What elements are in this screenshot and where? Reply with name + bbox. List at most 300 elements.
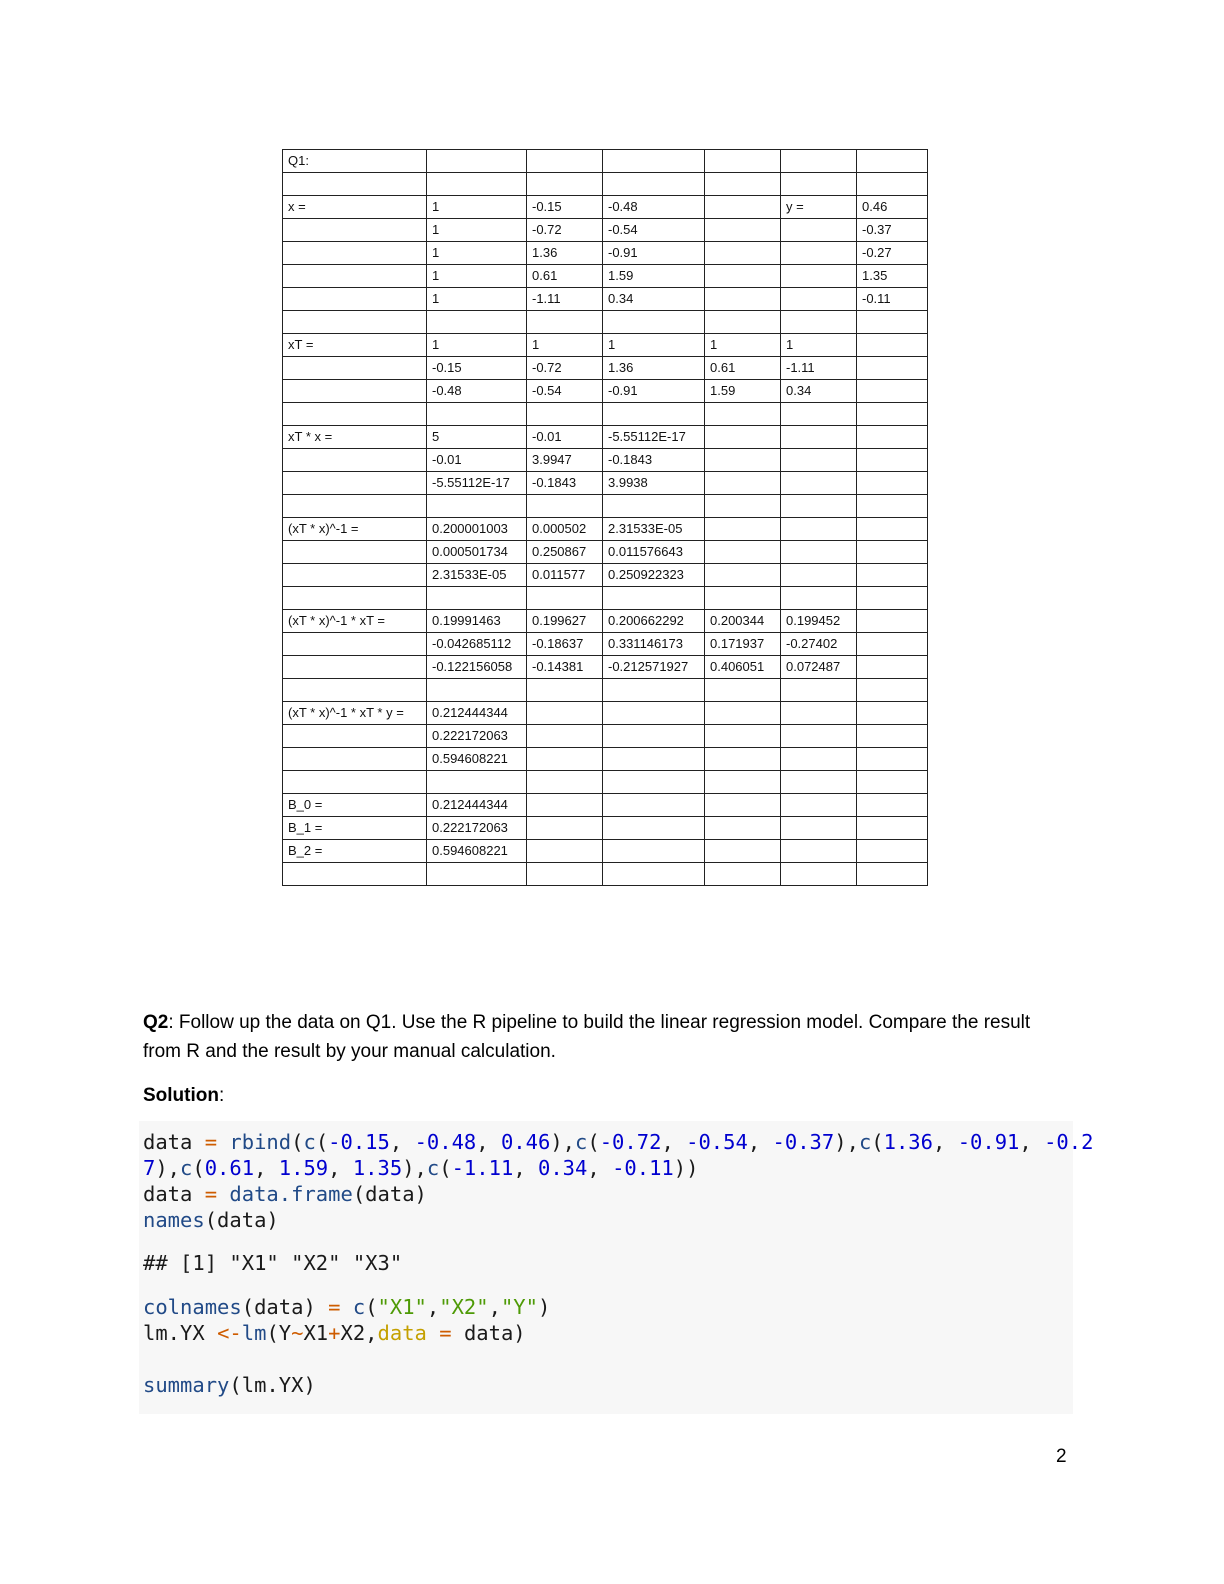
table-row <box>283 311 928 334</box>
table-row <box>283 633 928 656</box>
table-cell: 1 <box>427 219 527 242</box>
code-token: ), <box>402 1156 427 1180</box>
table-cell: 1 <box>427 334 527 357</box>
table-cell: -0.54 <box>527 380 603 403</box>
table-cell <box>527 748 603 771</box>
row-label-cell <box>283 403 427 426</box>
code-token: "X1" <box>377 1295 427 1319</box>
table-cell <box>527 150 603 173</box>
table-cell: 0.222172063 <box>427 817 527 840</box>
code-token: -0.2 <box>1044 1130 1094 1154</box>
table-cell: 0.406051 <box>705 656 781 679</box>
table-cell: 1.36 <box>527 242 603 265</box>
table-cell <box>857 679 928 702</box>
table-cell <box>527 794 603 817</box>
table-cell: 0.46 <box>857 196 928 219</box>
row-label-cell <box>283 265 427 288</box>
table-cell: -0.54 <box>603 219 705 242</box>
code-token: (data) <box>204 1208 279 1232</box>
table-cell <box>781 449 857 472</box>
table-cell <box>857 587 928 610</box>
table-cell <box>857 403 928 426</box>
solution-colon: : <box>218 1085 225 1106</box>
table-cell <box>427 771 527 794</box>
code-line <box>143 1372 316 1398</box>
table-cell <box>781 587 857 610</box>
code-line <box>143 1207 279 1233</box>
row-label-cell <box>283 173 427 196</box>
table-cell: -0.91 <box>603 380 705 403</box>
code-token: , <box>328 1156 353 1180</box>
table-cell <box>781 265 857 288</box>
table-cell <box>427 311 527 334</box>
table-cell <box>857 311 928 334</box>
row-label-cell: x = <box>283 196 427 219</box>
table-cell <box>857 610 928 633</box>
table-cell <box>705 748 781 771</box>
code-token: X2, <box>340 1321 378 1345</box>
table-cell: 0.212444344 <box>427 702 527 725</box>
code-token: ( <box>192 1156 205 1180</box>
table-cell: -0.14381 <box>527 656 603 679</box>
table-cell <box>781 748 857 771</box>
code-token: (Y <box>266 1321 292 1345</box>
table-cell <box>705 541 781 564</box>
table-cell: 0.250922323 <box>603 564 705 587</box>
table-row <box>283 403 928 426</box>
table-cell <box>857 840 928 863</box>
table-cell: -0.27 <box>857 242 928 265</box>
table-cell <box>857 771 928 794</box>
table-cell: 1 <box>427 265 527 288</box>
table-cell: -0.042685112 <box>427 633 527 656</box>
code-token: 1.59 <box>278 1156 329 1180</box>
page-number: 2 <box>1056 1446 1067 1467</box>
code-token: -0.37 <box>772 1130 835 1154</box>
table-cell <box>427 150 527 173</box>
table-cell <box>857 863 928 886</box>
code-token: -0.48 <box>414 1130 477 1154</box>
table-cell <box>705 449 781 472</box>
table-cell: 0.000501734 <box>427 541 527 564</box>
table-cell: -0.01 <box>427 449 527 472</box>
table-cell <box>705 426 781 449</box>
code-token: -0.91 <box>957 1130 1020 1154</box>
code-token: = <box>439 1321 464 1345</box>
table-cell <box>781 495 857 518</box>
row-label-cell <box>283 219 427 242</box>
table-cell: 1 <box>427 196 527 219</box>
code-token: = <box>204 1182 230 1206</box>
table-cell: 0.200662292 <box>603 610 705 633</box>
table-cell <box>857 150 928 173</box>
row-label-cell <box>283 242 427 265</box>
table-cell: -0.27402 <box>781 633 857 656</box>
table-cell <box>781 564 857 587</box>
table-row <box>283 426 928 449</box>
table-cell <box>857 633 928 656</box>
code-token: -1.11 <box>451 1156 514 1180</box>
table-cell <box>527 817 603 840</box>
table-cell <box>781 840 857 863</box>
code-token: , <box>587 1156 613 1180</box>
row-label-cell <box>283 587 427 610</box>
table-row <box>283 748 928 771</box>
row-label-cell: (xT * x)^-1 * xT * y = <box>283 702 427 725</box>
code-token: ( <box>315 1130 329 1154</box>
table-cell <box>705 725 781 748</box>
code-token: , <box>747 1130 773 1154</box>
code-token: data) <box>463 1321 526 1345</box>
code-token: (lm.YX) <box>229 1373 316 1397</box>
table-cell <box>857 725 928 748</box>
table-cell <box>527 725 603 748</box>
row-label-cell <box>283 380 427 403</box>
code-token: data <box>143 1130 205 1154</box>
table-cell: -0.01 <box>527 426 603 449</box>
table-cell <box>427 863 527 886</box>
table-cell: 1 <box>603 334 705 357</box>
table-cell: 0.61 <box>705 357 781 380</box>
code-token: ( <box>365 1295 378 1319</box>
solution-heading <box>143 1081 224 1110</box>
table-cell <box>527 587 603 610</box>
table-cell <box>603 771 705 794</box>
table-cell <box>427 495 527 518</box>
table-cell: 0.200344 <box>705 610 781 633</box>
question-2 <box>143 1008 1043 1066</box>
table-cell <box>857 380 928 403</box>
table-cell <box>781 311 857 334</box>
code-token: 1.35 <box>352 1156 403 1180</box>
table-cell: 0.000502 <box>527 518 603 541</box>
table-cell <box>781 771 857 794</box>
table-cell: -0.122156058 <box>427 656 527 679</box>
code-token: , <box>389 1130 415 1154</box>
table-cell <box>527 173 603 196</box>
table-cell: -0.72 <box>527 357 603 380</box>
table-row <box>283 150 928 173</box>
table-cell <box>781 518 857 541</box>
table-cell <box>705 587 781 610</box>
q1-matrix-table <box>282 149 928 886</box>
code-line <box>143 1294 550 1320</box>
table-cell <box>603 702 705 725</box>
table-cell: 3.9938 <box>603 472 705 495</box>
code-token: "Y" <box>500 1295 538 1319</box>
table-row <box>283 173 928 196</box>
table-cell: 1.59 <box>705 380 781 403</box>
row-label-cell <box>283 311 427 334</box>
table-row <box>283 656 928 679</box>
table-cell <box>527 679 603 702</box>
row-label-cell <box>283 564 427 587</box>
table-cell: -5.55112E-17 <box>603 426 705 449</box>
table-cell <box>603 587 705 610</box>
table-cell: 0.19991463 <box>427 610 527 633</box>
table-cell <box>603 173 705 196</box>
table-cell <box>705 311 781 334</box>
table-cell <box>705 196 781 219</box>
table-row <box>283 679 928 702</box>
code-token: ) <box>538 1295 551 1319</box>
table-cell <box>781 403 857 426</box>
table-cell <box>781 150 857 173</box>
table-cell: 1.36 <box>603 357 705 380</box>
table-cell <box>705 702 781 725</box>
table-cell <box>705 771 781 794</box>
table-cell <box>857 173 928 196</box>
table-cell: -0.48 <box>427 380 527 403</box>
table-row <box>283 725 928 748</box>
table-cell <box>857 702 928 725</box>
row-label-cell <box>283 656 427 679</box>
code-token: c <box>303 1130 316 1154</box>
code-token: colnames <box>143 1295 242 1319</box>
table-cell: 1.35 <box>857 265 928 288</box>
table-cell <box>781 426 857 449</box>
code-token: , <box>513 1156 538 1180</box>
table-cell: -0.11 <box>857 288 928 311</box>
table-cell <box>427 679 527 702</box>
table-cell: 1 <box>427 242 527 265</box>
r-code-block <box>139 1121 1094 1414</box>
code-token: names <box>143 1208 205 1232</box>
table-cell: 1.59 <box>603 265 705 288</box>
table-cell: 0.61 <box>527 265 603 288</box>
table-cell: -5.55112E-17 <box>427 472 527 495</box>
table-cell <box>427 403 527 426</box>
row-label-cell <box>283 357 427 380</box>
table-cell <box>527 311 603 334</box>
row-label-cell: B_0 = <box>283 794 427 817</box>
table-cell <box>603 794 705 817</box>
code-token: -0.54 <box>686 1130 748 1154</box>
code-token: ), <box>834 1130 859 1154</box>
row-label-cell <box>283 541 427 564</box>
table-cell: 5 <box>427 426 527 449</box>
code-token: ## [1] "X1" "X2" "X3" <box>143 1251 403 1275</box>
table-cell: -0.72 <box>527 219 603 242</box>
table-row <box>283 265 928 288</box>
row-label-cell <box>283 288 427 311</box>
table-cell <box>857 495 928 518</box>
table-cell <box>705 495 781 518</box>
table-cell: 0.34 <box>603 288 705 311</box>
code-token: ( <box>871 1130 884 1154</box>
code-token: data <box>377 1321 440 1345</box>
table-cell <box>705 219 781 242</box>
table-row <box>283 702 928 725</box>
table-row <box>283 357 928 380</box>
table-row <box>283 288 928 311</box>
table-cell: 0.222172063 <box>427 725 527 748</box>
row-label-cell <box>283 725 427 748</box>
table-cell <box>781 817 857 840</box>
table-cell <box>603 863 705 886</box>
code-token: "X2" <box>439 1295 489 1319</box>
code-token: = <box>204 1130 230 1154</box>
table-row <box>283 334 928 357</box>
table-cell <box>705 794 781 817</box>
table-cell <box>527 495 603 518</box>
table-cell: -0.37 <box>857 219 928 242</box>
table-cell <box>857 426 928 449</box>
table-row <box>283 242 928 265</box>
table-cell <box>857 794 928 817</box>
table-cell: 0.331146173 <box>603 633 705 656</box>
row-label-cell: B_1 = <box>283 817 427 840</box>
table-cell <box>705 817 781 840</box>
solution-label: Solution <box>143 1085 219 1106</box>
row-label-cell <box>283 771 427 794</box>
table-cell: -0.212571927 <box>603 656 705 679</box>
table-cell <box>705 150 781 173</box>
code-line <box>143 1155 698 1181</box>
row-label-cell: B_2 = <box>283 840 427 863</box>
table-cell: 0.171937 <box>705 633 781 656</box>
table-cell: -0.18637 <box>527 633 603 656</box>
table-cell: 0.011577 <box>527 564 603 587</box>
code-token: 0.34 <box>538 1156 588 1180</box>
table-cell <box>857 817 928 840</box>
code-token: -0.11 <box>612 1156 674 1180</box>
table-cell <box>781 173 857 196</box>
row-label-cell <box>283 633 427 656</box>
table-row <box>283 771 928 794</box>
table-cell: 0.250867 <box>527 541 603 564</box>
table-cell: 0.072487 <box>781 656 857 679</box>
row-label-cell: xT * x = <box>283 426 427 449</box>
table-cell: 0.199452 <box>781 610 857 633</box>
row-label-cell: xT = <box>283 334 427 357</box>
code-token: data.frame <box>229 1182 353 1206</box>
table-cell: 3.9947 <box>527 449 603 472</box>
table-cell: 2.31533E-05 <box>603 518 705 541</box>
table-cell <box>603 840 705 863</box>
table-row <box>283 518 928 541</box>
code-token: ( <box>587 1130 600 1154</box>
table-cell <box>427 173 527 196</box>
table-cell: 0.212444344 <box>427 794 527 817</box>
table-row <box>283 587 928 610</box>
code-token: 0.46 <box>500 1130 551 1154</box>
table-cell <box>527 863 603 886</box>
row-label-cell: Q1: <box>283 150 427 173</box>
code-token: 7 <box>143 1156 156 1180</box>
code-token: rbind <box>229 1130 292 1154</box>
table-cell <box>857 541 928 564</box>
table-cell <box>705 679 781 702</box>
table-cell: y = <box>781 196 857 219</box>
table-cell <box>527 702 603 725</box>
row-label-cell <box>283 679 427 702</box>
code-token: 0.61 <box>204 1156 255 1180</box>
table-cell <box>603 817 705 840</box>
table-cell: 0.199627 <box>527 610 603 633</box>
code-token: , <box>254 1156 279 1180</box>
table-cell: -0.48 <box>603 196 705 219</box>
table-cell <box>705 863 781 886</box>
row-label-cell: (xT * x)^-1 * xT = <box>283 610 427 633</box>
table-cell <box>705 242 781 265</box>
code-token: summary <box>143 1373 230 1397</box>
table-cell <box>781 702 857 725</box>
table-cell: -0.15 <box>527 196 603 219</box>
code-line <box>143 1181 427 1207</box>
question-2-text: : Follow up the data on Q1. Use the R pipeline to build the linear regression model. Compare the result from R and the result by your manual calculation. <box>143 1012 1031 1062</box>
code-token: -0.15 <box>328 1130 390 1154</box>
table-cell: 0.34 <box>781 380 857 403</box>
row-label-cell <box>283 495 427 518</box>
question-2-label: Q2 <box>143 1012 169 1033</box>
table-cell <box>781 219 857 242</box>
table-row <box>283 610 928 633</box>
table-cell <box>603 311 705 334</box>
code-token: (data) <box>241 1295 329 1319</box>
row-label-cell <box>283 449 427 472</box>
table-cell <box>705 518 781 541</box>
table-cell <box>857 656 928 679</box>
table-cell: 1 <box>781 334 857 357</box>
table-cell <box>857 449 928 472</box>
code-token: ~ <box>291 1321 304 1345</box>
table-cell <box>705 173 781 196</box>
table-row <box>283 817 928 840</box>
row-label-cell: (xT * x)^-1 = <box>283 518 427 541</box>
code-token: X1 <box>303 1321 329 1345</box>
code-token: lm <box>241 1321 267 1345</box>
table-cell: -0.1843 <box>527 472 603 495</box>
table-row <box>283 564 928 587</box>
code-token: , <box>1019 1130 1045 1154</box>
table-cell <box>603 495 705 518</box>
table-row <box>283 449 928 472</box>
table-row <box>283 840 928 863</box>
table-cell <box>781 541 857 564</box>
table-cell: 2.31533E-05 <box>427 564 527 587</box>
table-cell <box>705 472 781 495</box>
table-row <box>283 794 928 817</box>
table-cell <box>857 748 928 771</box>
code-token: ( <box>439 1156 452 1180</box>
code-token: c <box>858 1130 872 1154</box>
table-cell <box>603 403 705 426</box>
table-row <box>283 472 928 495</box>
table-cell: -1.11 <box>781 357 857 380</box>
table-cell: -0.1843 <box>603 449 705 472</box>
code-token: -0.72 <box>599 1130 662 1154</box>
table-cell <box>603 150 705 173</box>
table-row <box>283 541 928 564</box>
table-row <box>283 495 928 518</box>
code-token: , <box>488 1295 501 1319</box>
table-row <box>283 219 928 242</box>
code-token: , <box>426 1295 440 1319</box>
code-token: = <box>328 1295 353 1319</box>
code-line <box>143 1129 1093 1155</box>
code-token: ), <box>550 1130 576 1154</box>
table-cell: -1.11 <box>527 288 603 311</box>
code-output-line <box>143 1250 402 1276</box>
table-row <box>283 863 928 886</box>
table-cell <box>857 334 928 357</box>
table-cell <box>705 288 781 311</box>
table-cell <box>781 679 857 702</box>
code-token: + <box>328 1321 341 1345</box>
code-token: , <box>661 1130 687 1154</box>
table-cell <box>781 863 857 886</box>
